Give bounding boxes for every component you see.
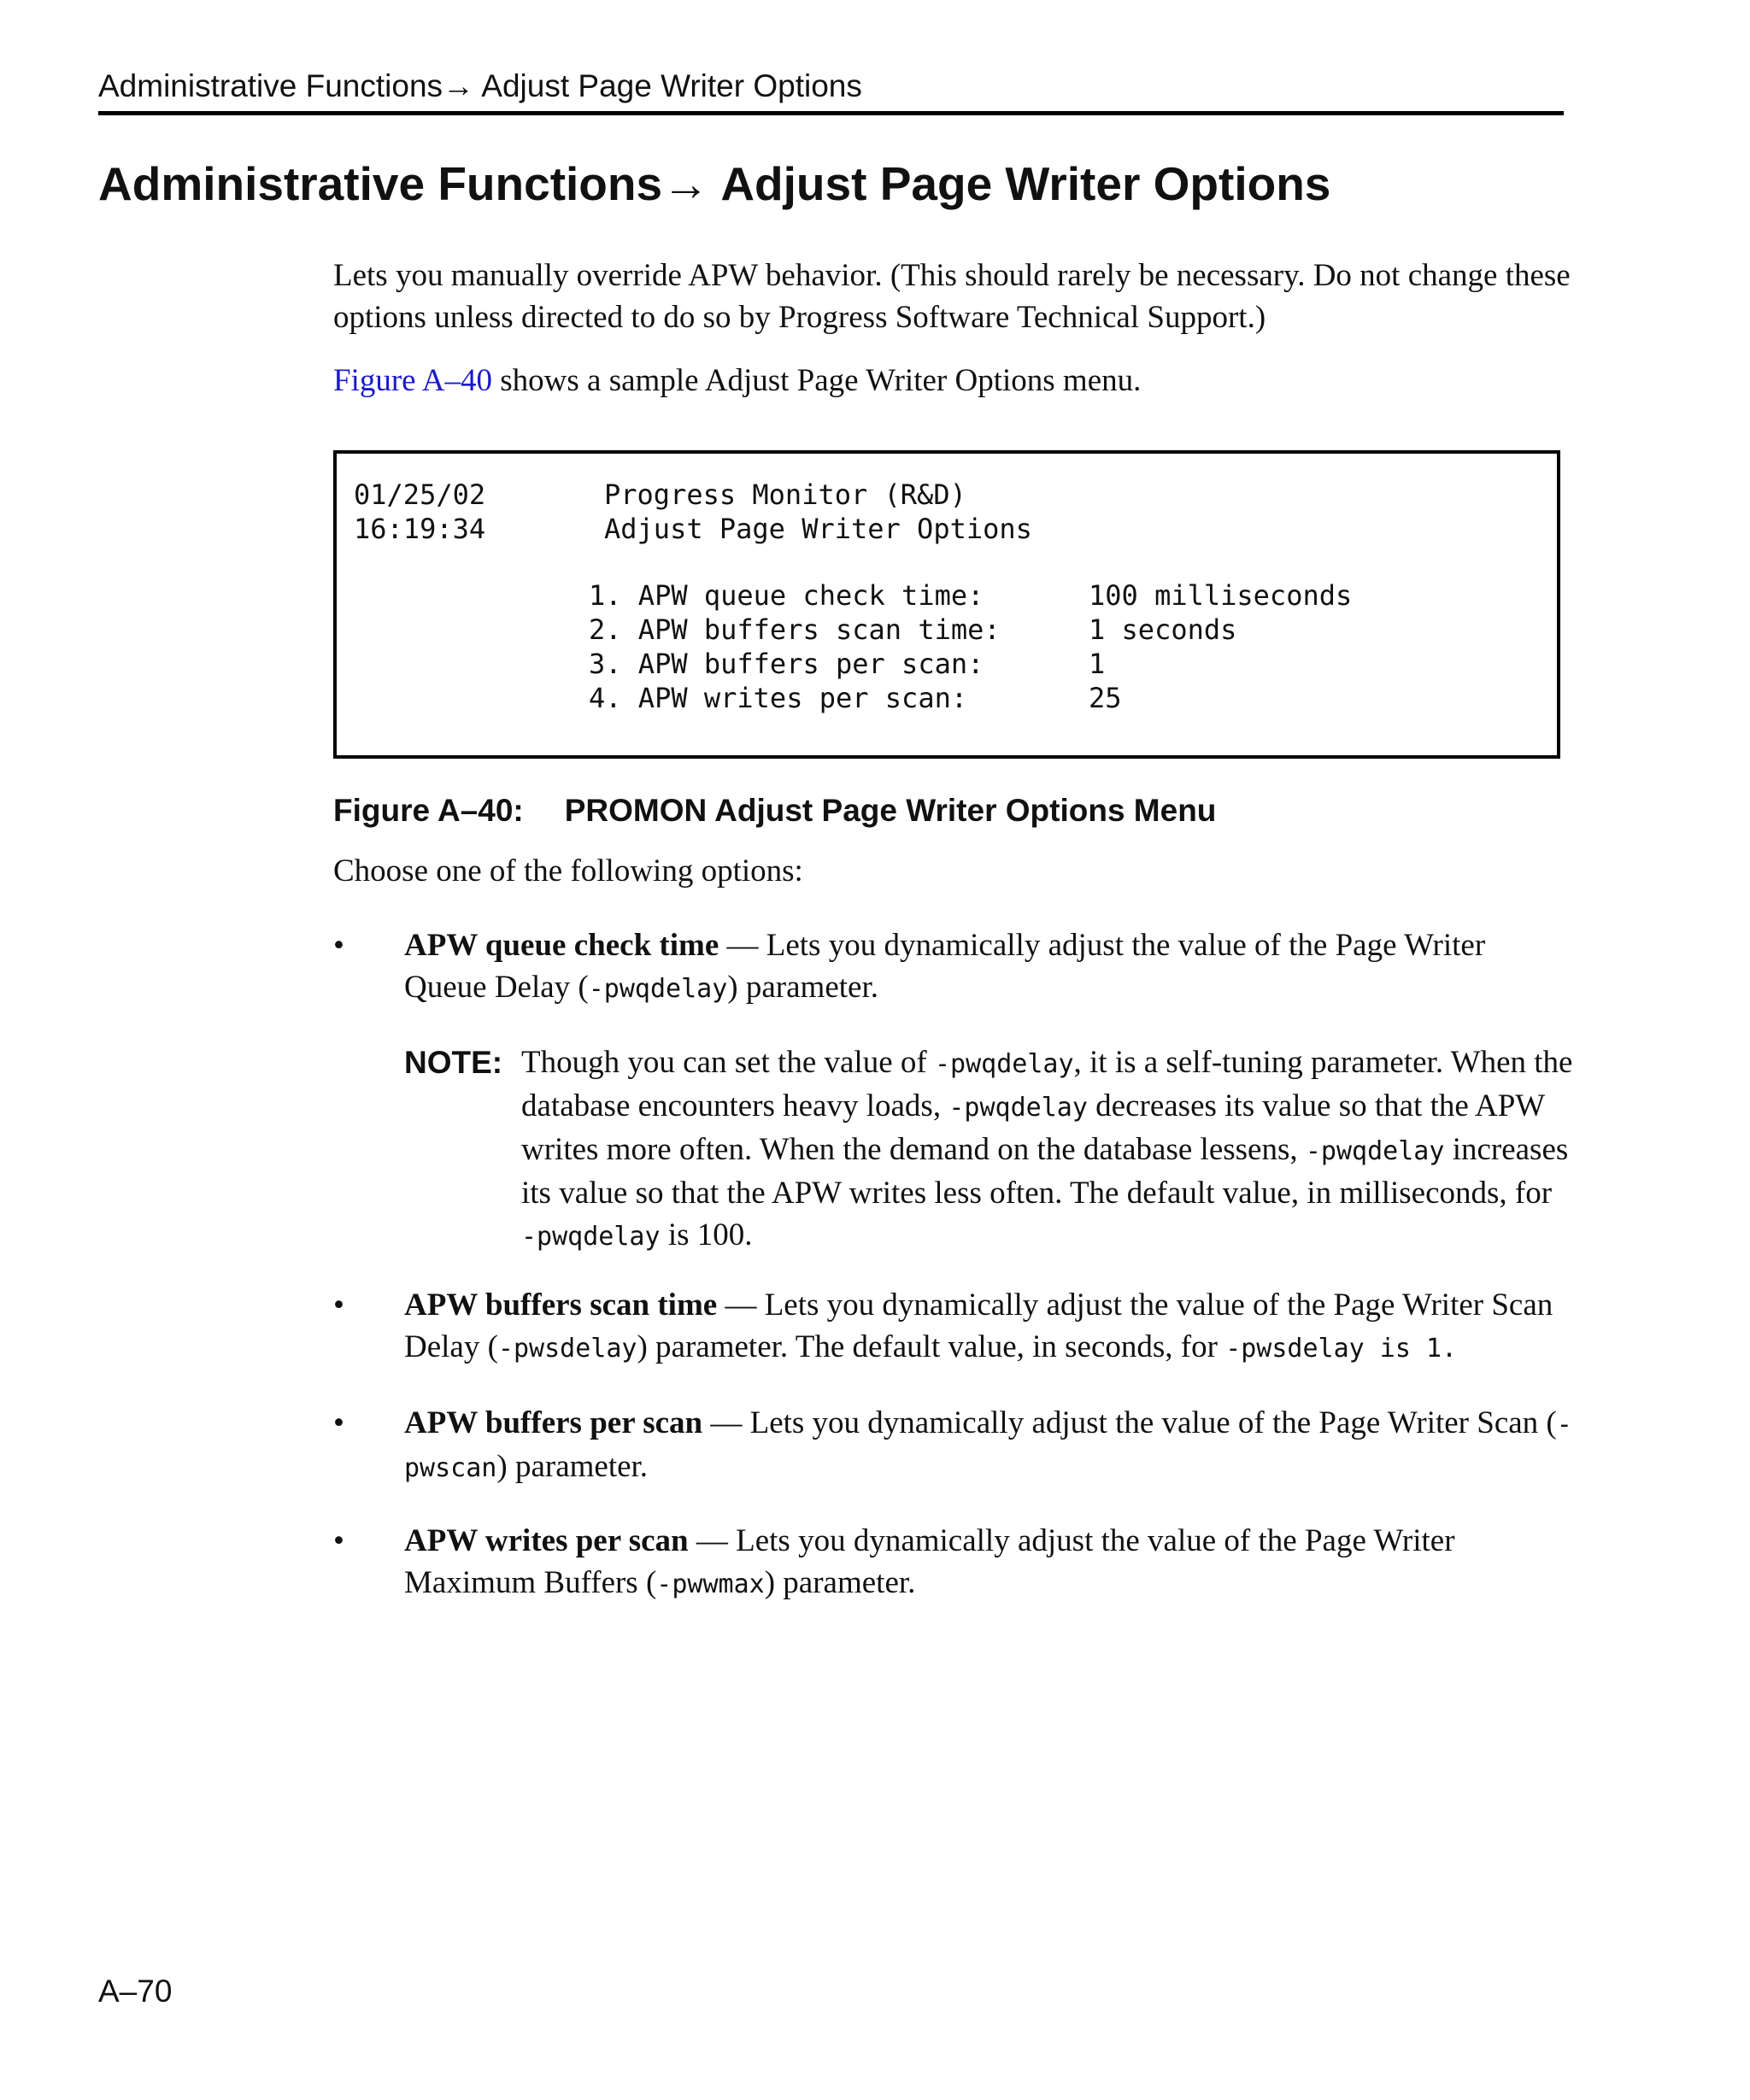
option-term: APW buffers per scan bbox=[404, 1405, 703, 1440]
note-text-part: decreases its value so that the APW writes more often. When the demand on the database lessens, bbox=[521, 1088, 1545, 1167]
monitor-date: 01/25/02 bbox=[354, 478, 486, 511]
option-description-end: ) parameter. bbox=[727, 970, 878, 1005]
note-text-part: Though you can set the value of bbox=[521, 1045, 935, 1080]
monitor-time: 16:19:34 bbox=[354, 513, 486, 545]
figure-caption bbox=[333, 793, 1216, 829]
note-text-part: is 100. bbox=[660, 1217, 753, 1252]
list-item-text bbox=[404, 1284, 1572, 1370]
caption-title: PROMON Adjust Page Writer Options Menu bbox=[564, 793, 1217, 828]
note-text-part: , it is a self-tuning parameter. When the database encounters heavy loads, bbox=[521, 1045, 1573, 1123]
page-number: A–70 bbox=[98, 1974, 173, 2009]
option-label: 4. APW writes per scan: bbox=[589, 682, 968, 714]
list-item-text bbox=[404, 1520, 1572, 1605]
parameter-code: -pwsdelay bbox=[497, 1334, 637, 1364]
parameter-code: -pwwmax bbox=[656, 1569, 765, 1599]
parameter-code: -pwqdelay bbox=[1305, 1136, 1445, 1166]
figure-reference-paragraph bbox=[333, 360, 1572, 402]
header-rule bbox=[98, 111, 1564, 115]
note-text-part: increases its value so that the APW writes less often. The default value, in milliseconds, for bbox=[521, 1132, 1569, 1211]
option-label: 3. APW buffers per scan: bbox=[589, 648, 984, 680]
option-value: 1 seconds bbox=[1089, 613, 1237, 646]
choose-paragraph: Choose one of the following options: bbox=[333, 853, 803, 889]
option-term: APW queue check time bbox=[404, 928, 719, 963]
bullet-icon: • bbox=[333, 1288, 344, 1323]
list-item-text bbox=[404, 924, 1572, 1010]
parameter-code: -pwqdelay bbox=[934, 1049, 1074, 1079]
parameter-code: -pwsdelay is 1. bbox=[1225, 1334, 1458, 1364]
parameter-code: -pwqdelay bbox=[521, 1222, 661, 1252]
promon-screen bbox=[333, 450, 1560, 759]
option-description-end: ) parameter. bbox=[764, 1565, 916, 1600]
option-label: 1. APW queue check time: bbox=[589, 579, 984, 612]
option-value: 100 milliseconds bbox=[1089, 579, 1353, 612]
option-value: 1 bbox=[1089, 648, 1106, 680]
option-term: APW writes per scan bbox=[404, 1523, 689, 1558]
parameter-code: -pwqdelay bbox=[588, 974, 728, 1004]
parameter-code: -pwscan bbox=[404, 1410, 1572, 1483]
option-description-mid: ) parameter. The default value, in seconds, for bbox=[637, 1329, 1226, 1364]
bullet-icon: • bbox=[333, 1405, 344, 1440]
bullet-icon: • bbox=[333, 1523, 344, 1558]
option-term: APW buffers scan time bbox=[404, 1288, 718, 1323]
figure-link[interactable]: Figure A–40 bbox=[333, 363, 493, 398]
running-header: Administrative Functions→ Adjust Page Writer Options bbox=[98, 68, 862, 103]
intro-paragraph: Lets you manually override APW behavior. (This should rarely be necessary. Do not change these options unless directed to do so by Progress Software Technical Support.) bbox=[333, 258, 1571, 335]
monitor-app-title: Progress Monitor (R&D) bbox=[604, 478, 966, 511]
figure-reference-text: shows a sample Adjust Page Writer Options menu. bbox=[492, 363, 1142, 398]
option-description-end: ) parameter. bbox=[496, 1449, 649, 1484]
option-label: 2. APW buffers scan time: bbox=[589, 613, 1001, 646]
option-description: — Lets you dynamically adjust the value of the Page Writer Scan ( bbox=[702, 1405, 1557, 1440]
note-label: NOTE: bbox=[404, 1045, 503, 1080]
parameter-code: -pwqdelay bbox=[948, 1093, 1088, 1123]
note-text bbox=[521, 1041, 1575, 1258]
list-item-text bbox=[404, 1402, 1572, 1489]
bullet-icon: • bbox=[333, 928, 344, 963]
option-description: — Lets you dynamically adjust the value of the Page Writer Maximum Buffers ( bbox=[404, 1523, 1455, 1600]
page-title: Administrative Functions→ Adjust Page Writer Options bbox=[98, 157, 1331, 210]
option-value: 25 bbox=[1089, 682, 1122, 714]
option-description: — Lets you dynamically adjust the value of the Page Writer Queue Delay ( bbox=[404, 928, 1486, 1005]
monitor-screen-title: Adjust Page Writer Options bbox=[604, 513, 1032, 545]
option-description: — Lets you dynamically adjust the value of the Page Writer Scan Delay ( bbox=[404, 1288, 1553, 1364]
caption-number: Figure A–40: bbox=[333, 793, 524, 828]
